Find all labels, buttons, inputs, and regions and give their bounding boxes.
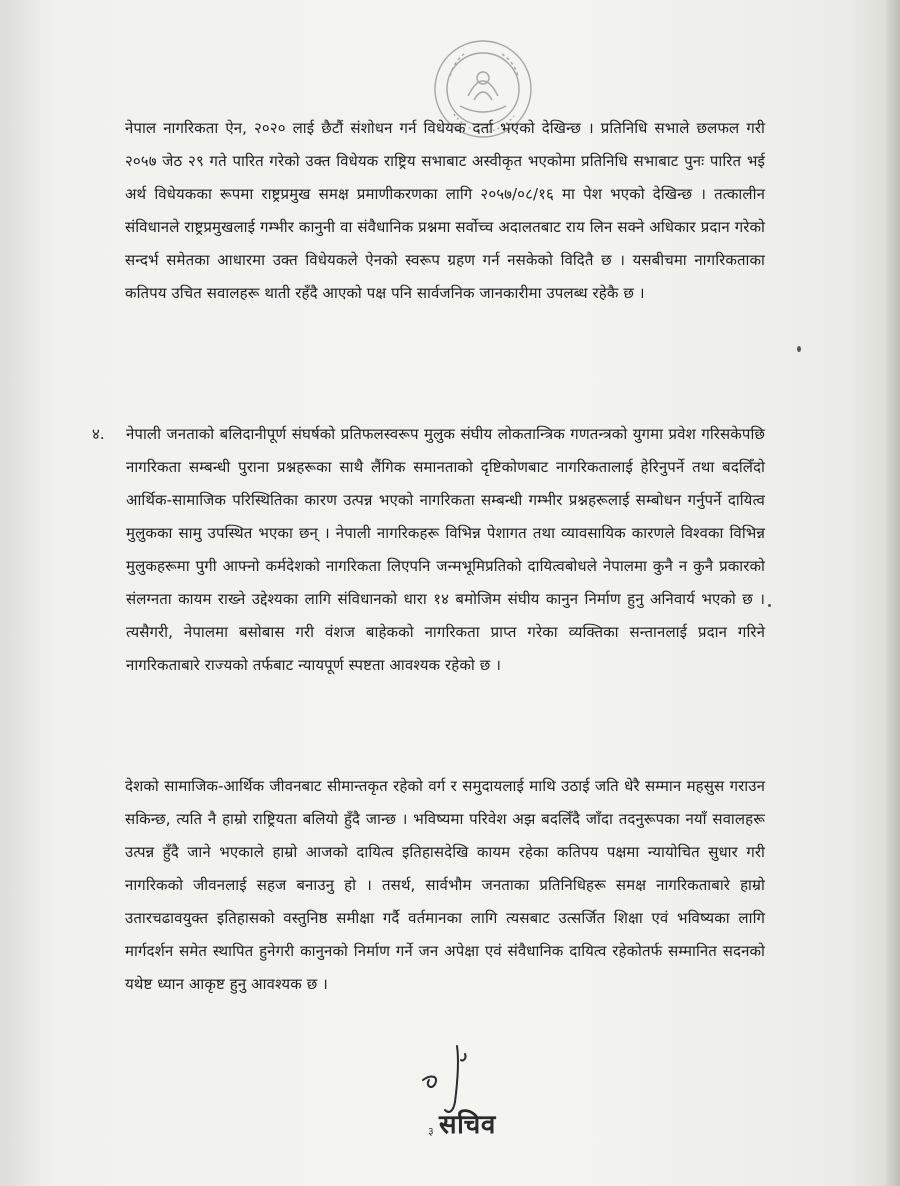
designation-title: सचिव: [439, 1110, 496, 1140]
paragraph-text: नेपाल नागरिकता ऐन, २०२० लाई छैटौं संशोधन गर्न विधेयक दर्ता भएको देखिन्छ । प्रतिनिधि सभाले छलफल गरी २०५७ जेठ २९ गते पारित गरेको उक्त विधेयक राष्ट्रिय सभाबाट अस्वीकृत भएकोमा प्रतिनिधि सभाबाट पुनः पारित भई अर्थ विधेयकका रूपमा राष्ट्रप्रमुख समक्ष प्रमाणीकरणका लागि २०५७/०८/१६ मा पेश भएको देखिन्छ । तत्कालीन संविधानले राष्ट्रप्रमुखलाई गम्भीर कानुनी वा संवैधानिक प्रश्नमा सर्वोच्च अदालतबाट राय लिन सक्ने अधिकार प्रदान गरेको सन्दर्भ समेतका आधारमा उक्त विधेयकले ऐनको स्वरूप ग्रहण गर्न नसकेको विदितै छ । यसबीचमा नागरिकताका कतिपय उचित सवालहरू थाती रहँदै आएको पक्ष पनि सार्वजनिक जानकारीमा उपलब्ध रहेकै छ ।: [125, 119, 765, 302]
paragraph-nationality-act-history: [125, 112, 765, 310]
paragraph-marginalized-communities: [125, 770, 765, 1001]
paragraph-text: देशको सामाजिक-आर्थिक जीवनबाट सीमान्तकृत रहेको वर्ग र समुदायलाई माथि उठाई जति धेरै सम्मान महसुस गराउन सकिन्छ, त्यति नै हाम्रो राष्ट्रियता बलियो हुँदै जान्छ । भविष्यमा परिवेश अझ बदलिँदै जाँदा तदनुरूपका नयाँ सवालहरू उत्पन्न हुँदै जाने भएकाले हाम्रो आजको दायित्व इतिहासदेखि कायम रहेका कतिपय पक्षमा न्यायोचित सुधार गरी नागरिकको जीवनलाई सहज बनाउनु हो । तसर्थ, सार्वभौम जनताका प्रतिनिधिहरू समक्ष नागरिकताबारे हाम्रो उतारचढावयुक्त इतिहासको वस्तुनिष्ठ समीक्षा गर्दै वर्तमानका लागि त्यसबाट उत्सर्जित शिक्षा एवं भविष्यका लागि मार्गदर्शन समेत स्थापित हुनेगरी कानुनको निर्माण गर्ने जन अपेक्षा एवं संवैधानिक दायित्व रहेकोतर्फ सम्मानित सदनको यथेष्ट ध्यान आकृष्ट हुनु आवश्यक छ ।: [125, 777, 765, 993]
page-number: ३: [428, 1125, 434, 1138]
page-edge-shadow: [886, 0, 900, 1186]
scan-speck: [768, 604, 771, 607]
item-text: नेपाली जनताको बलिदानीपूर्ण संघर्षको प्रतिफलस्वरूप मुलुक संघीय लोकतान्त्रिक गणतन्त्रको युगमा प्रवेश गरिसकेपछि नागरिकता सम्बन्धी पुराना प्रश्नहरूका साथै लैंगिक समानताको दृष्टिकोणबाट नागरिकतालाई हेरिनुपर्ने तथा बदलिँदो आर्थिक-सामाजिक परिस्थितिका कारण उत्पन्न भएको नागरिकता सम्बन्धी गम्भीर प्रश्नहरूलाई सम्बोधन गर्नुपर्ने दायित्व मुलुकका सामु उपस्थित भएका छन् । नेपाली नागरिकहरू विभिन्न पेशागत तथा व्यावसायिक कारणले विश्वका विभिन्न मुलुकहरूमा पुगी आफ्नो कर्मदेशको नागरिकता लिएपनि जन्मभूमिप्रतिको दायित्वबोधले नेपालमा कुनै न कुनै प्रकारको संलग्नता कायम राख्ने उद्देश्यका लागि संविधानको धारा १४ बमोजिम संघीय कानुन निर्माण हुनु अनिवार्य भएको छ । त्यसैगरी, नेपालमा बसोबास गरी वंशज बाहेकको नागरिकता प्राप्त गरेका व्यक्तिका सन्तानलाई प्रदान गरिने नागरिकताबारे राज्यको तर्फबाट न्यायपूर्ण स्पष्टता आवश्यक रहेको छ ।: [126, 425, 765, 674]
item-number: ४.: [92, 425, 105, 443]
scan-speck: [797, 346, 801, 352]
numbered-item-4: [92, 418, 765, 682]
